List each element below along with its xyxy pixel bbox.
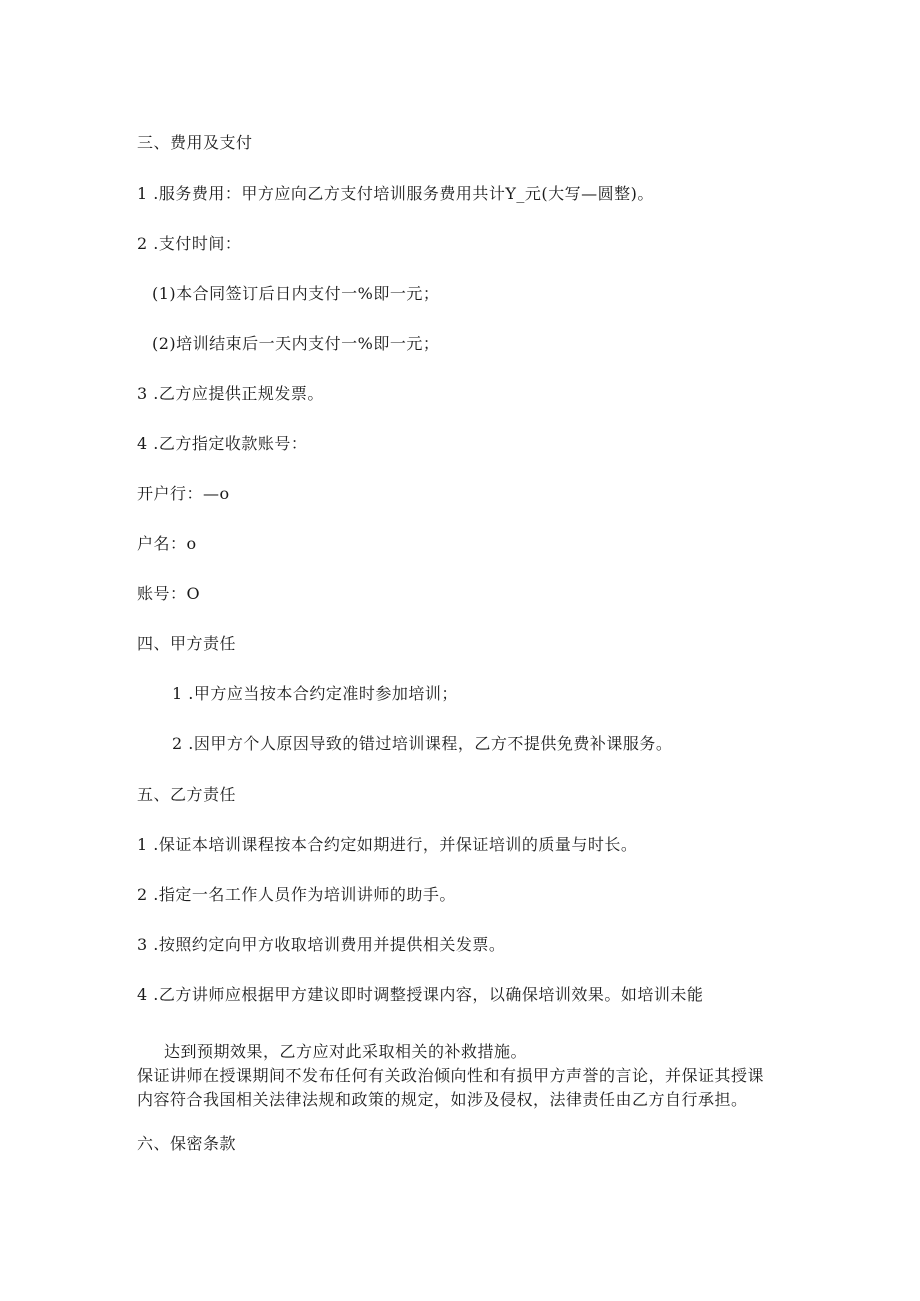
section-6-heading: 六、保密条款	[137, 1134, 237, 1153]
section-4-item-2: 2 .因甲方个人原因导致的错过培训课程，乙方不提供免费补课服务。	[172, 734, 673, 753]
account-name-field: 户名：o	[137, 534, 197, 553]
section-5-heading: 五、乙方责任	[137, 785, 237, 804]
section-5-paragraph-line-2: 内容符合我国相关法律法规和政策的规定，如涉及侵权，法律责任由乙方自行承担。	[137, 1090, 748, 1109]
section-5-item-1: 1 .保证本培训课程按本合约定如期进行，并保证培训的质量与时长。	[137, 835, 638, 854]
section-4-heading: 四、甲方责任	[137, 634, 237, 653]
section-3-subitem-1: (1)本合同签订后日内支付一%即一元；	[152, 284, 440, 303]
section-3-item-2: 2 .支付时间：	[137, 234, 242, 253]
section-3-subitem-2: (2)培训结束后一天内支付一%即一元；	[152, 334, 440, 353]
section-3-item-3: 3 .乙方应提供正规发票。	[137, 384, 324, 403]
section-5-item-2: 2 .指定一名工作人员作为培训讲师的助手。	[137, 885, 456, 904]
section-5-item-4-continuation: 达到预期效果，乙方应对此采取相关的补救措施。	[164, 1042, 528, 1061]
section-4-item-1: 1 .甲方应当按本合约定准时参加培训；	[172, 684, 458, 703]
section-5-item-4: 4 .乙方讲师应根据甲方建议即时调整授课内容，以确保培训效果。如培训未能	[137, 985, 704, 1004]
account-number-field: 账号：O	[137, 584, 201, 603]
bank-name-field: 开户行：—o	[137, 484, 230, 503]
section-5-item-3: 3 .按照约定向甲方收取培训费用并提供相关发票。	[137, 935, 506, 954]
section-3-item-4: 4 .乙方指定收款账号：	[137, 434, 308, 453]
section-3-heading: 三、费用及支付	[137, 133, 253, 152]
section-5-paragraph-line-1: 保证讲师在授课期间不发布任何有关政治倾向性和有损甲方声誉的言论，并保证其授课	[137, 1066, 765, 1085]
section-3-item-1: 1 .服务费用：甲方应向乙方支付培训服务费用共计Y_元(大写—圆整)。	[137, 184, 654, 203]
